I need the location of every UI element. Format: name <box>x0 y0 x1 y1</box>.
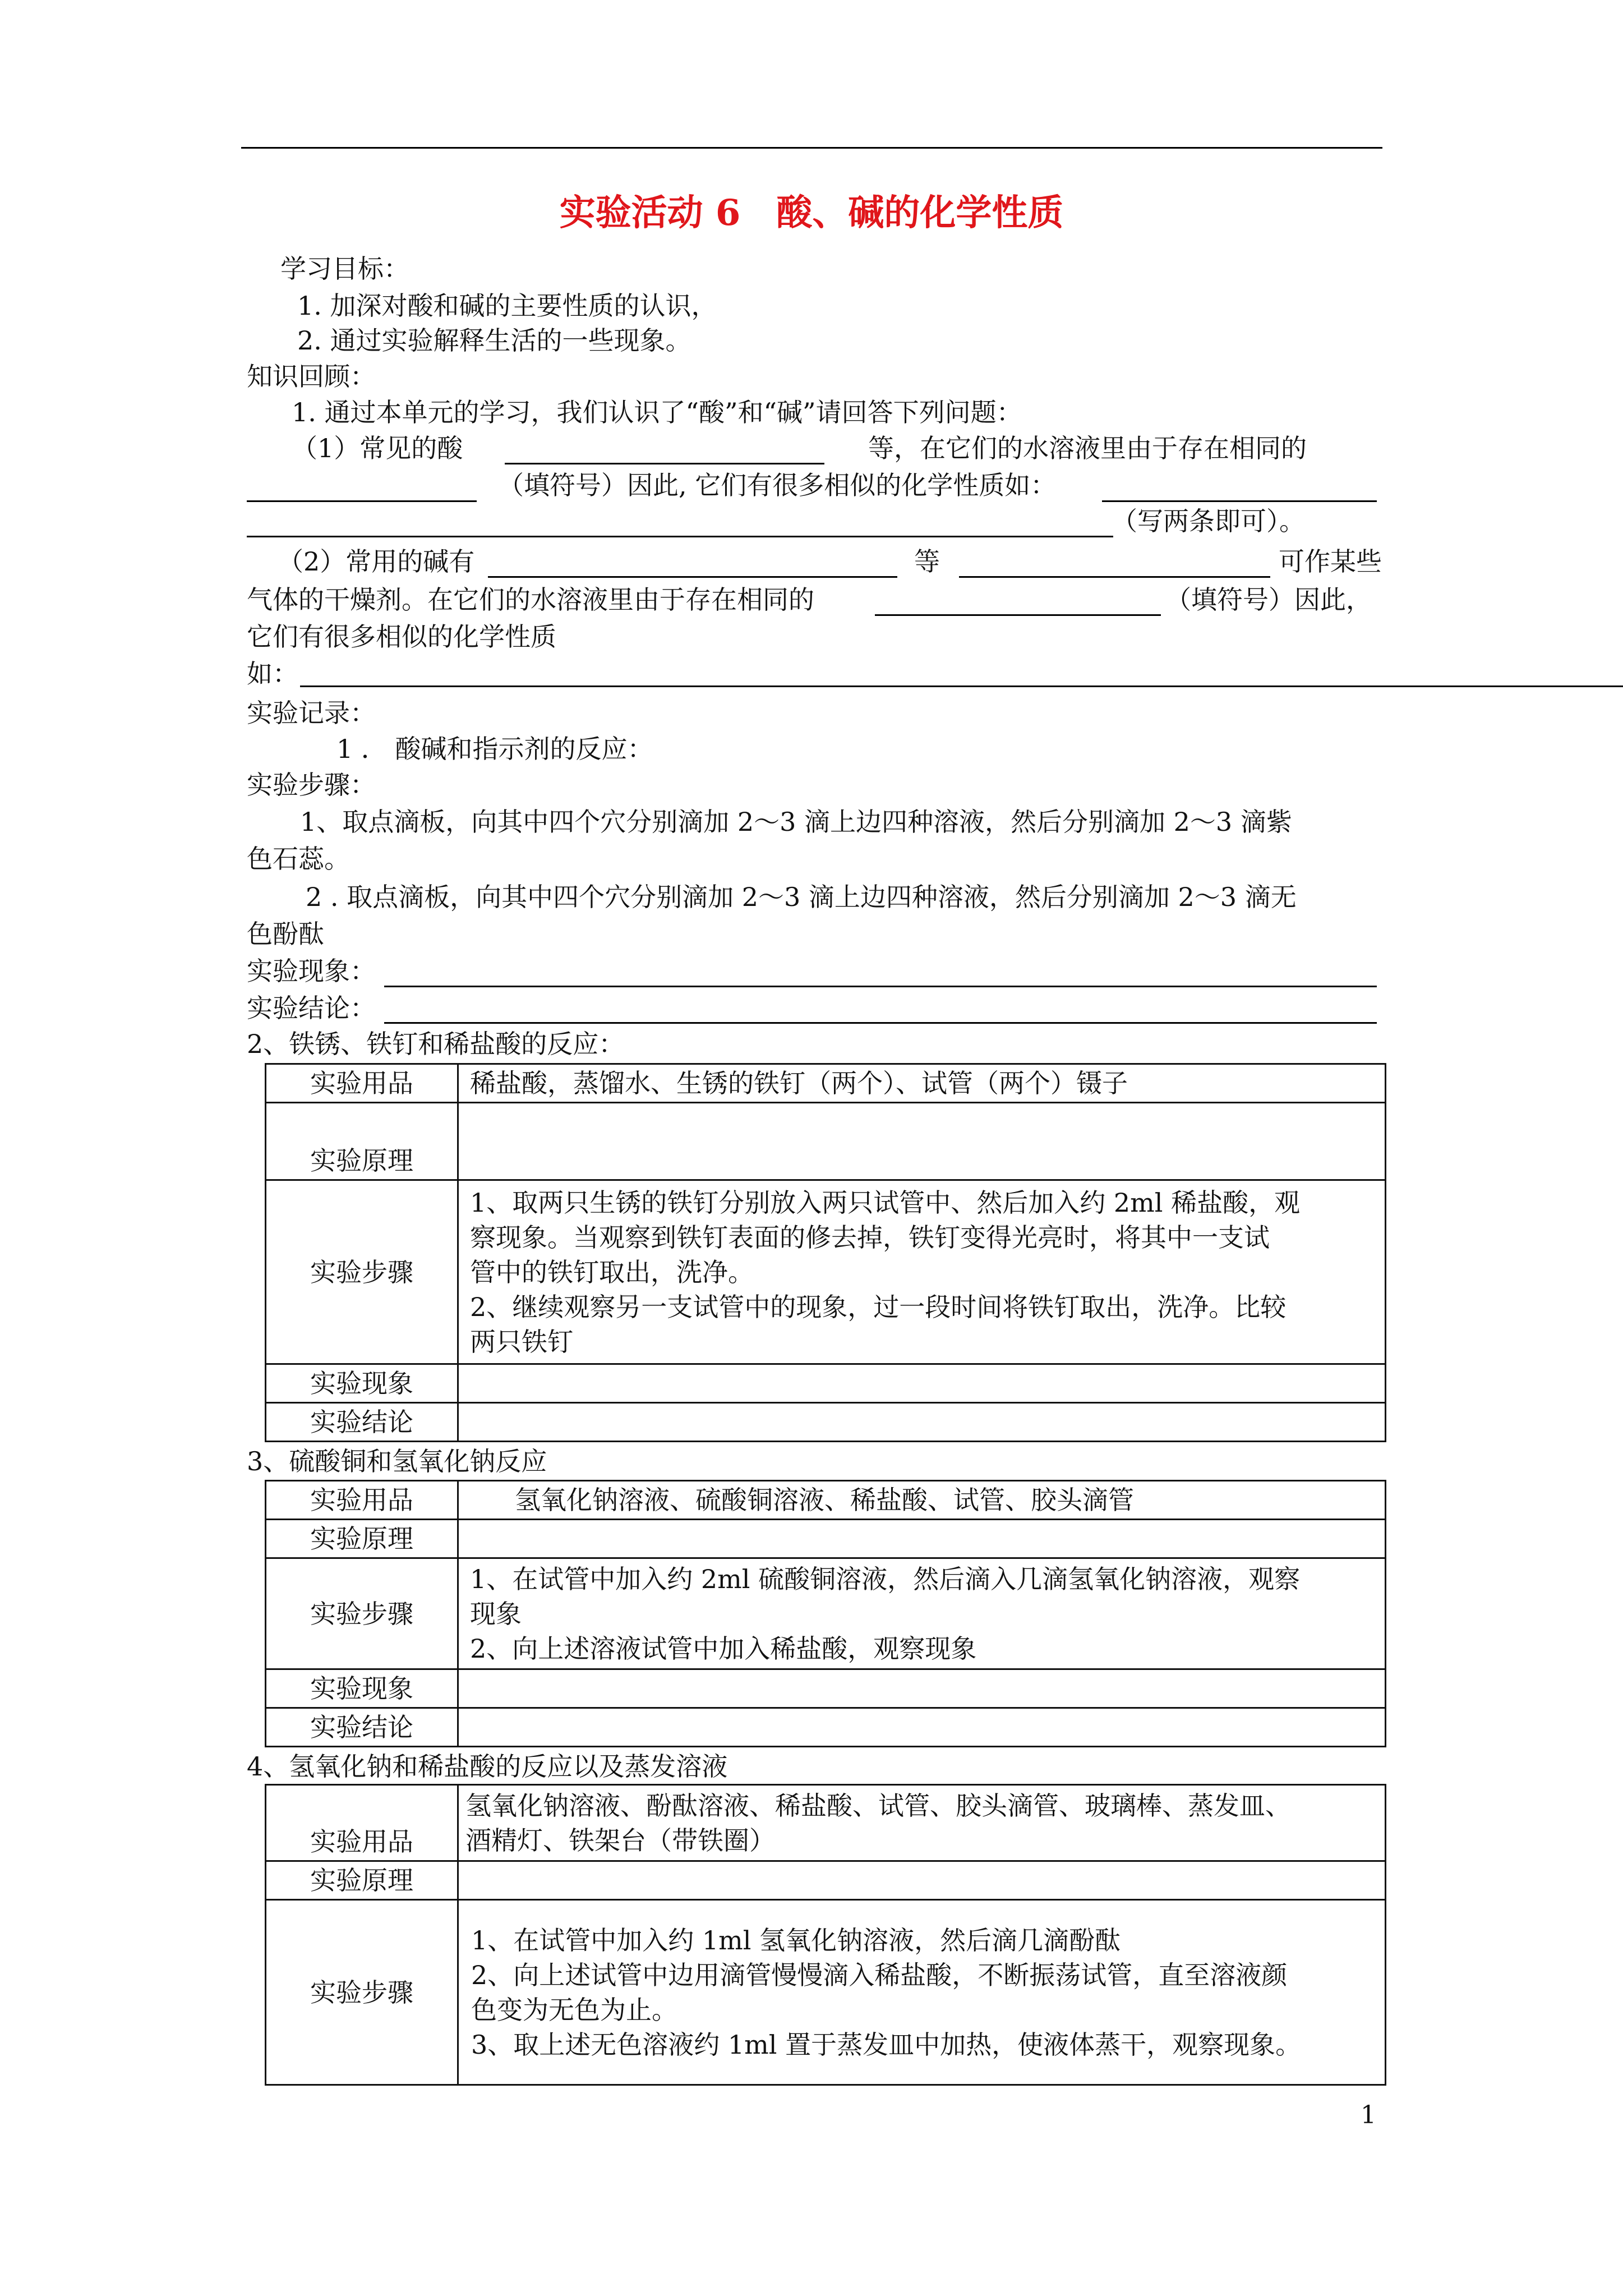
row-line: 察现象。当观察到铁钉表面的修去掉，铁钉变得光亮时，将其中一支试 <box>470 1222 1270 1253</box>
q2-dryer-blank[interactable] <box>959 576 1270 578</box>
page-title: 实验活动 6 酸、碱的化学性质 <box>559 192 1064 234</box>
row-line: 氢氧化钠溶液、酚酞溶液、稀盐酸、试管、胶头滴管、玻璃棒、蒸发皿、 <box>465 1790 1291 1821</box>
row-label: 实验结论 <box>266 1403 458 1442</box>
row-label: 实验现象 <box>266 1364 458 1403</box>
q2-text-d: 气体的干燥剂。在它们的水溶液里由于存在相同的 <box>247 585 814 615</box>
q1-property-blank-1[interactable] <box>1102 500 1377 502</box>
exp3-table <box>265 1480 1386 1747</box>
row-content[interactable] <box>458 1708 1386 1747</box>
row-line: 2、向上述溶液试管中加入稀盐酸，观察现象 <box>470 1633 977 1664</box>
row-content[interactable] <box>458 1180 1386 1364</box>
row-content[interactable] <box>458 1861 1386 1900</box>
row-content[interactable] <box>458 1900 1386 2085</box>
row-label: 实验原理 <box>266 1861 458 1900</box>
row-line: 1、取两只生锈的铁钉分别放入两只试管中、然后加入约 2ml 稀盐酸，观 <box>470 1187 1301 1218</box>
table-row <box>266 1481 1386 1520</box>
table-row <box>266 1669 1386 1708</box>
row-line: 1、在试管中加入约 2ml 硫酸铜溶液，然后滴入几滴氢氧化钠溶液，观察 <box>470 1563 1301 1594</box>
row-line: 1、在试管中加入约 1ml 氢氧化钠溶液，然后滴几滴酚酞 <box>471 1925 1121 1955</box>
row-line: 稀盐酸，蒸馏水、生锈的铁钉（两个）、试管（两个）镊子 <box>470 1068 1128 1098</box>
row-content[interactable] <box>458 1669 1386 1708</box>
table-row <box>266 1558 1386 1669</box>
row-content[interactable] <box>458 1403 1386 1442</box>
q2-ion-blank[interactable] <box>875 614 1161 616</box>
q1-text-a: （1）常见的酸 <box>292 433 463 463</box>
exp1-step2-line1: 2 . 取点滴板，向其中四个穴分别滴加 2～3 滴上边四种溶液，然后分别滴加 2～3 滴无 <box>306 882 1297 912</box>
row-line: 色变为无色为止。 <box>471 1994 677 2025</box>
q1-text-c: （填符号）因此, 它们有很多相似的化学性质如： <box>498 470 1057 500</box>
row-label: 实验步骤 <box>266 1900 458 2085</box>
row-label: 实验步骤 <box>266 1180 458 1364</box>
review-heading: 知识回顾： <box>247 361 376 392</box>
exp1-step2-line2: 色酚酞 <box>247 919 324 949</box>
phenomenon-label: 实验现象： <box>247 956 376 986</box>
row-label: 实验结论 <box>266 1708 458 1747</box>
table-row <box>266 1103 1386 1180</box>
table-row <box>266 1900 1386 2085</box>
exp3-title: 3、硫酸铜和氢氧化钠反应 <box>247 1446 547 1476</box>
row-line: 酒精灯、铁架台（带铁圈） <box>465 1825 775 1856</box>
row-label: 实验现象 <box>266 1669 458 1708</box>
table-row <box>266 1708 1386 1747</box>
q2-text-a: （2）常用的碱有 <box>278 546 475 577</box>
row-content[interactable] <box>458 1481 1386 1520</box>
q2-text-e: （填符号）因此， <box>1165 585 1372 615</box>
review-intro: 1. 通过本单元的学习，我们认识了“酸”和“碱”请回答下列问题： <box>292 397 1022 427</box>
table-row <box>266 1785 1386 1861</box>
table-row <box>266 1861 1386 1900</box>
row-label: 实验原理 <box>266 1103 458 1180</box>
row-label: 实验原理 <box>266 1520 458 1558</box>
row-line: 2、继续观察另一支试管中的现象，过一段时间将铁钉取出，洗净。比较 <box>470 1291 1287 1322</box>
row-content[interactable] <box>458 1103 1386 1180</box>
table-row <box>266 1364 1386 1403</box>
exp1-title: 1 ． 酸碱和指示剂的反应： <box>336 734 653 764</box>
conclusion-label: 实验结论： <box>247 993 376 1023</box>
goals-heading: 学习目标： <box>280 254 409 284</box>
q2-text-c: 可作某些 <box>1279 546 1382 577</box>
phenomenon-blank[interactable] <box>384 986 1377 987</box>
row-line: 3、取上述无色溶液约 1ml 置于蒸发皿中加热，使液体蒸干，观察现象。 <box>471 2029 1302 2060</box>
row-content[interactable] <box>458 1785 1386 1861</box>
row-label: 实验用品 <box>266 1064 458 1103</box>
exp2-title: 2、铁锈、铁钉和稀盐酸的反应： <box>247 1029 625 1059</box>
row-content[interactable] <box>458 1064 1386 1103</box>
row-line: 氢氧化钠溶液、硫酸铜溶液、稀盐酸、试管、胶头滴管 <box>515 1485 1134 1515</box>
row-content[interactable] <box>458 1558 1386 1669</box>
row-label: 实验用品 <box>266 1785 458 1861</box>
table-row <box>266 1403 1386 1442</box>
exp1-step1-line1: 1、取点滴板，向其中四个穴分别滴加 2～3 滴上边四种溶液，然后分别滴加 2～3 滴紫 <box>300 807 1292 837</box>
q2-property-blank[interactable] <box>300 685 1623 687</box>
q1-ion-blank[interactable] <box>247 500 477 502</box>
q2-text-g: 如： <box>247 659 298 689</box>
q1-property-blank-2[interactable] <box>247 536 1113 537</box>
row-content[interactable] <box>458 1520 1386 1558</box>
row-line: 两只铁钉 <box>470 1326 573 1357</box>
header-rule <box>241 147 1382 149</box>
table-row <box>266 1180 1386 1364</box>
row-line: 2、向上述试管中边用滴管慢慢滴入稀盐酸，不断振荡试管，直至溶液颜 <box>471 1959 1288 1990</box>
exp4-title: 4、氢氧化钠和稀盐酸的反应以及蒸发溶液 <box>247 1751 728 1782</box>
row-label: 实验步骤 <box>266 1558 458 1669</box>
conclusion-blank[interactable] <box>384 1022 1377 1024</box>
row-line: 现象 <box>470 1598 522 1629</box>
q1-text-b: 等，在它们的水溶液里由于存在相同的 <box>868 433 1307 463</box>
row-label: 实验用品 <box>266 1481 458 1520</box>
page-number: 1 <box>1361 2101 1376 2129</box>
table-row <box>266 1520 1386 1558</box>
goal-item-1: 1. 加深对酸和碱的主要性质的认识， <box>297 291 717 321</box>
q1-acid-blank[interactable] <box>505 463 824 464</box>
record-heading: 实验记录： <box>247 698 376 728</box>
row-content[interactable] <box>458 1364 1386 1403</box>
exp4-table <box>265 1784 1386 2086</box>
table-row <box>266 1064 1386 1103</box>
steps-label: 实验步骤： <box>247 770 376 800</box>
q1-text-d: （写两条即可）。 <box>1112 506 1305 536</box>
exp1-step1-line2: 色石蕊。 <box>247 844 350 874</box>
goal-item-2: 2. 通过实验解释生活的一些现象。 <box>297 325 691 356</box>
q2-base-blank[interactable] <box>488 576 897 578</box>
q2-text-b: 等 <box>914 546 940 577</box>
row-line: 管中的铁钉取出，洗净。 <box>470 1257 754 1287</box>
exp2-table <box>265 1063 1386 1442</box>
q2-text-f: 它们有很多相似的化学性质 <box>247 622 556 652</box>
